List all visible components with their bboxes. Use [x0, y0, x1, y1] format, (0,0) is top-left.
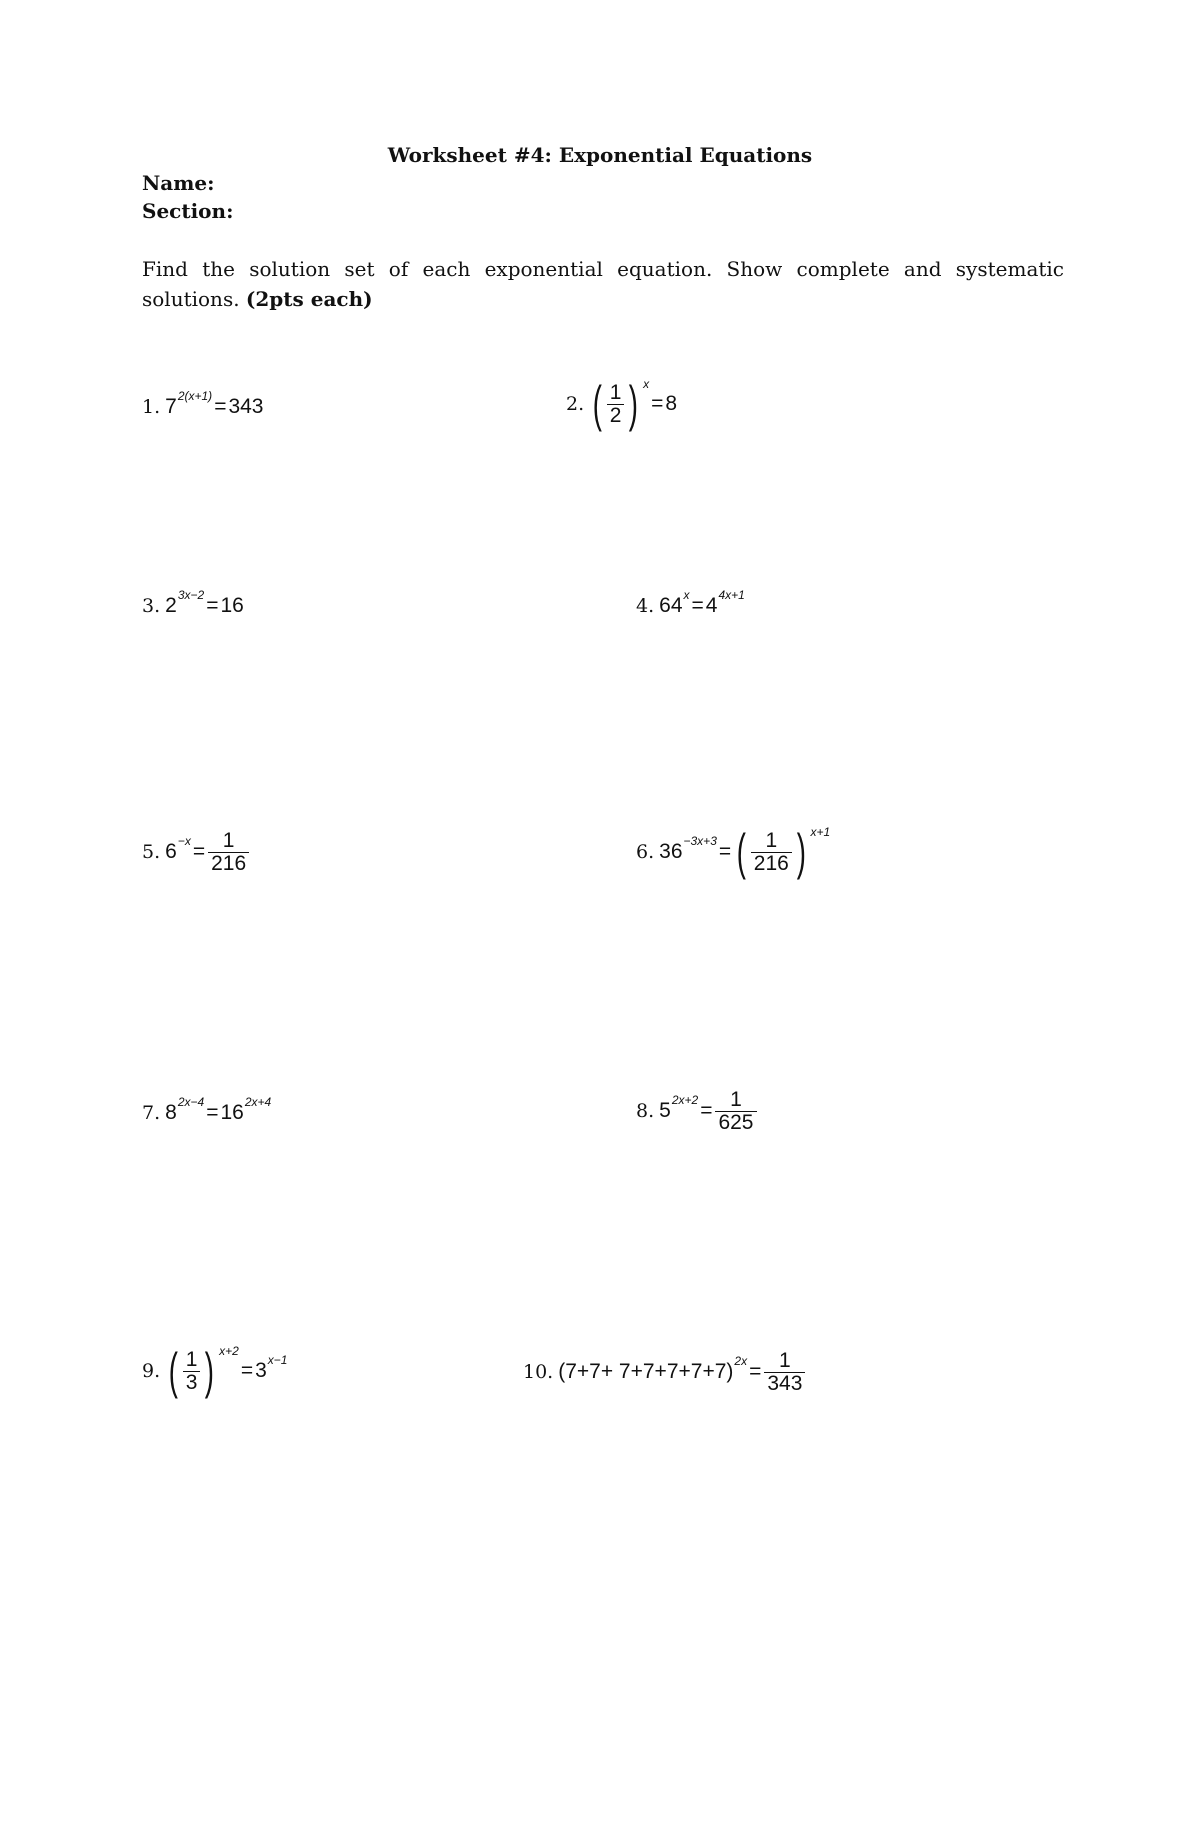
problem-1 [142, 372, 264, 442]
equals-sign: = [206, 594, 219, 617]
numerator: 1 [609, 380, 622, 404]
exponent: 2x−4 [177, 1095, 205, 1109]
denominator: 216 [208, 852, 249, 875]
rhs-fraction [764, 1350, 805, 1395]
base: 7 [165, 395, 177, 418]
problem-4 [636, 571, 745, 641]
equals-sign: = [206, 1101, 219, 1124]
base: 64 [659, 594, 683, 617]
denominator: 216 [751, 852, 792, 875]
worksheet-title: Worksheet #4: Exponential Equations [387, 143, 813, 167]
equals-sign: = [691, 594, 704, 617]
equals-sign: = [718, 840, 732, 863]
left-paren: ( [736, 824, 747, 880]
base: 36 [659, 840, 683, 863]
base: 5 [659, 1099, 671, 1122]
exponent: 2(x+1) [177, 389, 213, 403]
name-label: Name: [142, 171, 215, 195]
denominator: 2 [607, 404, 625, 427]
instructions [142, 254, 1064, 314]
equals-sign: = [192, 840, 206, 863]
equals-sign: = [651, 392, 664, 415]
problem-number: 7. [142, 1102, 161, 1124]
exponent: −3x+3 [683, 834, 717, 848]
rhs-exponent: 2x+4 [244, 1095, 272, 1109]
denominator: 343 [764, 1372, 805, 1395]
left-paren: ( [592, 376, 603, 432]
right-paren: ) [796, 824, 806, 880]
problem-number: 4. [636, 595, 655, 617]
exponent: x [683, 588, 690, 602]
equals-sign: = [214, 395, 227, 418]
base: 8 [165, 1101, 177, 1124]
problem-5 [142, 817, 250, 887]
problem-9 [142, 1336, 287, 1406]
base: 2 [165, 594, 177, 617]
numerator: 1 [765, 828, 778, 852]
problem-10 [523, 1337, 806, 1407]
problem-7 [142, 1078, 271, 1148]
rhs-exponent: 4x+1 [718, 588, 745, 602]
numerator: 1 [185, 1347, 198, 1371]
rhs-fraction [208, 830, 249, 875]
base: (7+7+ 7+7+7+7+7) [558, 1360, 734, 1383]
exponent: −x [177, 834, 191, 848]
problem-number: 5. [142, 841, 161, 863]
problem-number: 2. [566, 393, 585, 415]
equals-sign: = [700, 1099, 713, 1122]
problem-number: 10. [523, 1361, 554, 1383]
problem-number: 9. [142, 1360, 161, 1382]
numerator: 1 [222, 828, 235, 852]
rhs-fraction [715, 1089, 756, 1134]
exponent: 3x−2 [177, 588, 205, 602]
equals-sign: = [240, 1359, 254, 1382]
problem-number: 8. [636, 1100, 655, 1122]
rhs-value: 16 [220, 594, 244, 617]
left-paren: ( [168, 1343, 179, 1399]
right-paren: ) [205, 1343, 215, 1399]
denominator: 625 [715, 1111, 756, 1134]
denominator: 3 [183, 1371, 201, 1394]
fraction [607, 382, 625, 427]
exponent: x [643, 377, 650, 391]
rhs-base: 3 [255, 1359, 267, 1382]
fraction [183, 1349, 201, 1394]
exponent: 2x+2 [671, 1093, 699, 1107]
base: 6 [165, 840, 177, 863]
problem-8 [636, 1076, 758, 1146]
exponent: 2x [734, 1354, 748, 1368]
right-paren: ) [629, 376, 639, 432]
problem-number: 6. [636, 841, 655, 863]
equals-sign: = [749, 1360, 762, 1383]
rhs-value: 343 [228, 395, 264, 418]
problem-2 [566, 369, 677, 439]
rhs-exponent: x+1 [810, 825, 831, 839]
exponent: x+2 [219, 1344, 239, 1358]
rhs-fraction [751, 830, 792, 875]
problem-number: 3. [142, 595, 161, 617]
section-label: Section: [142, 199, 234, 223]
rhs-value: 8 [665, 392, 678, 415]
problem-3 [142, 571, 244, 641]
rhs-base: 16 [220, 1101, 244, 1124]
rhs-exponent: x−1 [267, 1353, 288, 1367]
numerator: 1 [730, 1087, 742, 1111]
problem-number: 1. [142, 396, 161, 418]
rhs-base: 4 [705, 594, 718, 617]
problem-6 [636, 817, 830, 887]
instructions-text: Find the solution set of each exponential equation. Show complete and systematic solutions. [142, 257, 1064, 311]
points-note: (2pts each) [245, 287, 373, 311]
numerator: 1 [779, 1348, 791, 1372]
